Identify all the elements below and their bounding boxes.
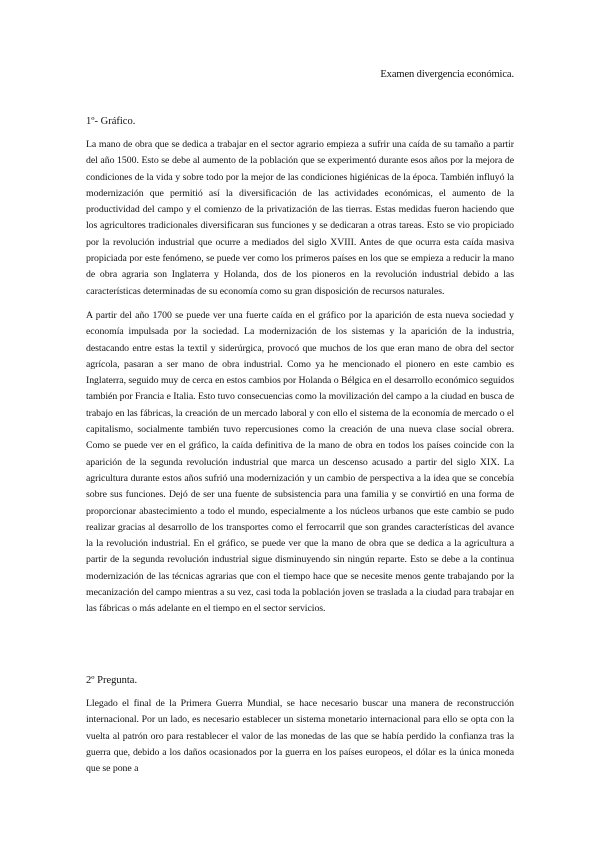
paragraph: A partir del año 1700 se puede ver una fuerte caída en el gráfico por la aparición de esta nueva sociedad y economía impulsada por la sociedad. La modernización de los sistemas y la aparición de la industria, destacando entre estas la textil y siderúrgica, provocó que muchos de los que eran mano de obra del sector agrícola, pasaran a ser mano de obra industrial. Como ya he mencionado el pionero en este cambio es Inglaterra, seguido muy de cerca en estos cambios por Holanda o Bélgica en el desarrollo económico seguidos también por Francia e Italia. Esto tuvo consecuencias como la movilización del campo a la ciudad en busca de trabajo en las fábricas, la creación de un mercado laboral y con ello el sistema de la economía de mercado o el capitalismo, socialmente también tuvo repercusiones como la creación de una nueva clase social obrera. Como se puede ver en el gráfico, la caída definitiva de la mano de obra en todos los países coincide con la aparición de la segunda revolución industrial que marca un descenso acusado a partir del siglo XIX. La agricultura durante estos años sufrió una modernización y un cambio de perspectiva a la idea que se concebía sobre sus funciones. Dejó de ser una fuente de subsistencia para una familia y se convirtió en una forma de proporcionar abastecimiento a todo el mundo, especialmente a los núcleos urbanos que este cambio se pudo realizar gracias al desarrollo de los transportes como el ferrocarril que son grandes características del avance la la revolución industrial. En el gráfico, se puede ver que la mano de obra que se dedica a la agricultura a partir de la segunda revolución industrial sigue disminuyendo sin ningún reparte. Esto se debe a la continua modernización de las técnicas agrarias que con el tiempo hace que se necesite menos gente trabajando por la mecanización del campo mientras a su vez, casi toda la población joven se traslada a la ciudad para trabajar en las fábricas o más adelante en el tiempo en el sector servicios.	[86, 309, 514, 615]
document-header: Examen divergencia económica.	[380, 69, 514, 80]
paragraph: La mano de obra que se dedica a trabajar en el sector agrario empieza a sufrir una caída de su tamaño a partir del año 1500. Esto se debe al aumento de la población que se experimentó durante esos años por la mejora de condiciones de la vida y sobre todo por la mejor de las condiciones higiénicas de la época. También influyó la modernización que permitió así la diversificación de las actividades económicas, el aumento de la productividad del campo y el comienzo de la privatización de las tierras. Estas medidas fueron haciendo que los agricultores tradicionales diversificaran sus funciones y se dedicaran a otras tareas. Esto se vio propiciado por la revolución industrial que ocurre a mediados del siglo XVIII. Antes de que ocurra esta caída masiva propiciada por este fenómeno, se puede ver como los primeros países en los que se empieza a reducir la mano de obra agraria son Inglaterra y Holanda, dos de los pioneros en la revolución industrial debido a las características determinadas de su economía como su gran disposición de recursos naturales.	[86, 139, 514, 297]
section-title-pregunta: 2º Pregunta.	[86, 675, 138, 686]
section-title-grafico: 1º- Gráfico.	[86, 116, 136, 127]
section-body-grafico	[86, 137, 514, 626]
paragraph: Llegado el final de la Primera Guerra Mundial, se hace necesario buscar una manera de reconstrucción internacional. Por un lado, es necesario establecer un sistema monetario internacional para ello se opta con la vuelta al patrón oro para restablecer el valor de las monedas de las que se había perdido la confianza tras la guerra que, debido a los daños ocasionados por la guerra en los países europeos, el dólar es la única moneda que se pone a	[86, 698, 514, 775]
section-body-pregunta	[86, 696, 514, 836]
